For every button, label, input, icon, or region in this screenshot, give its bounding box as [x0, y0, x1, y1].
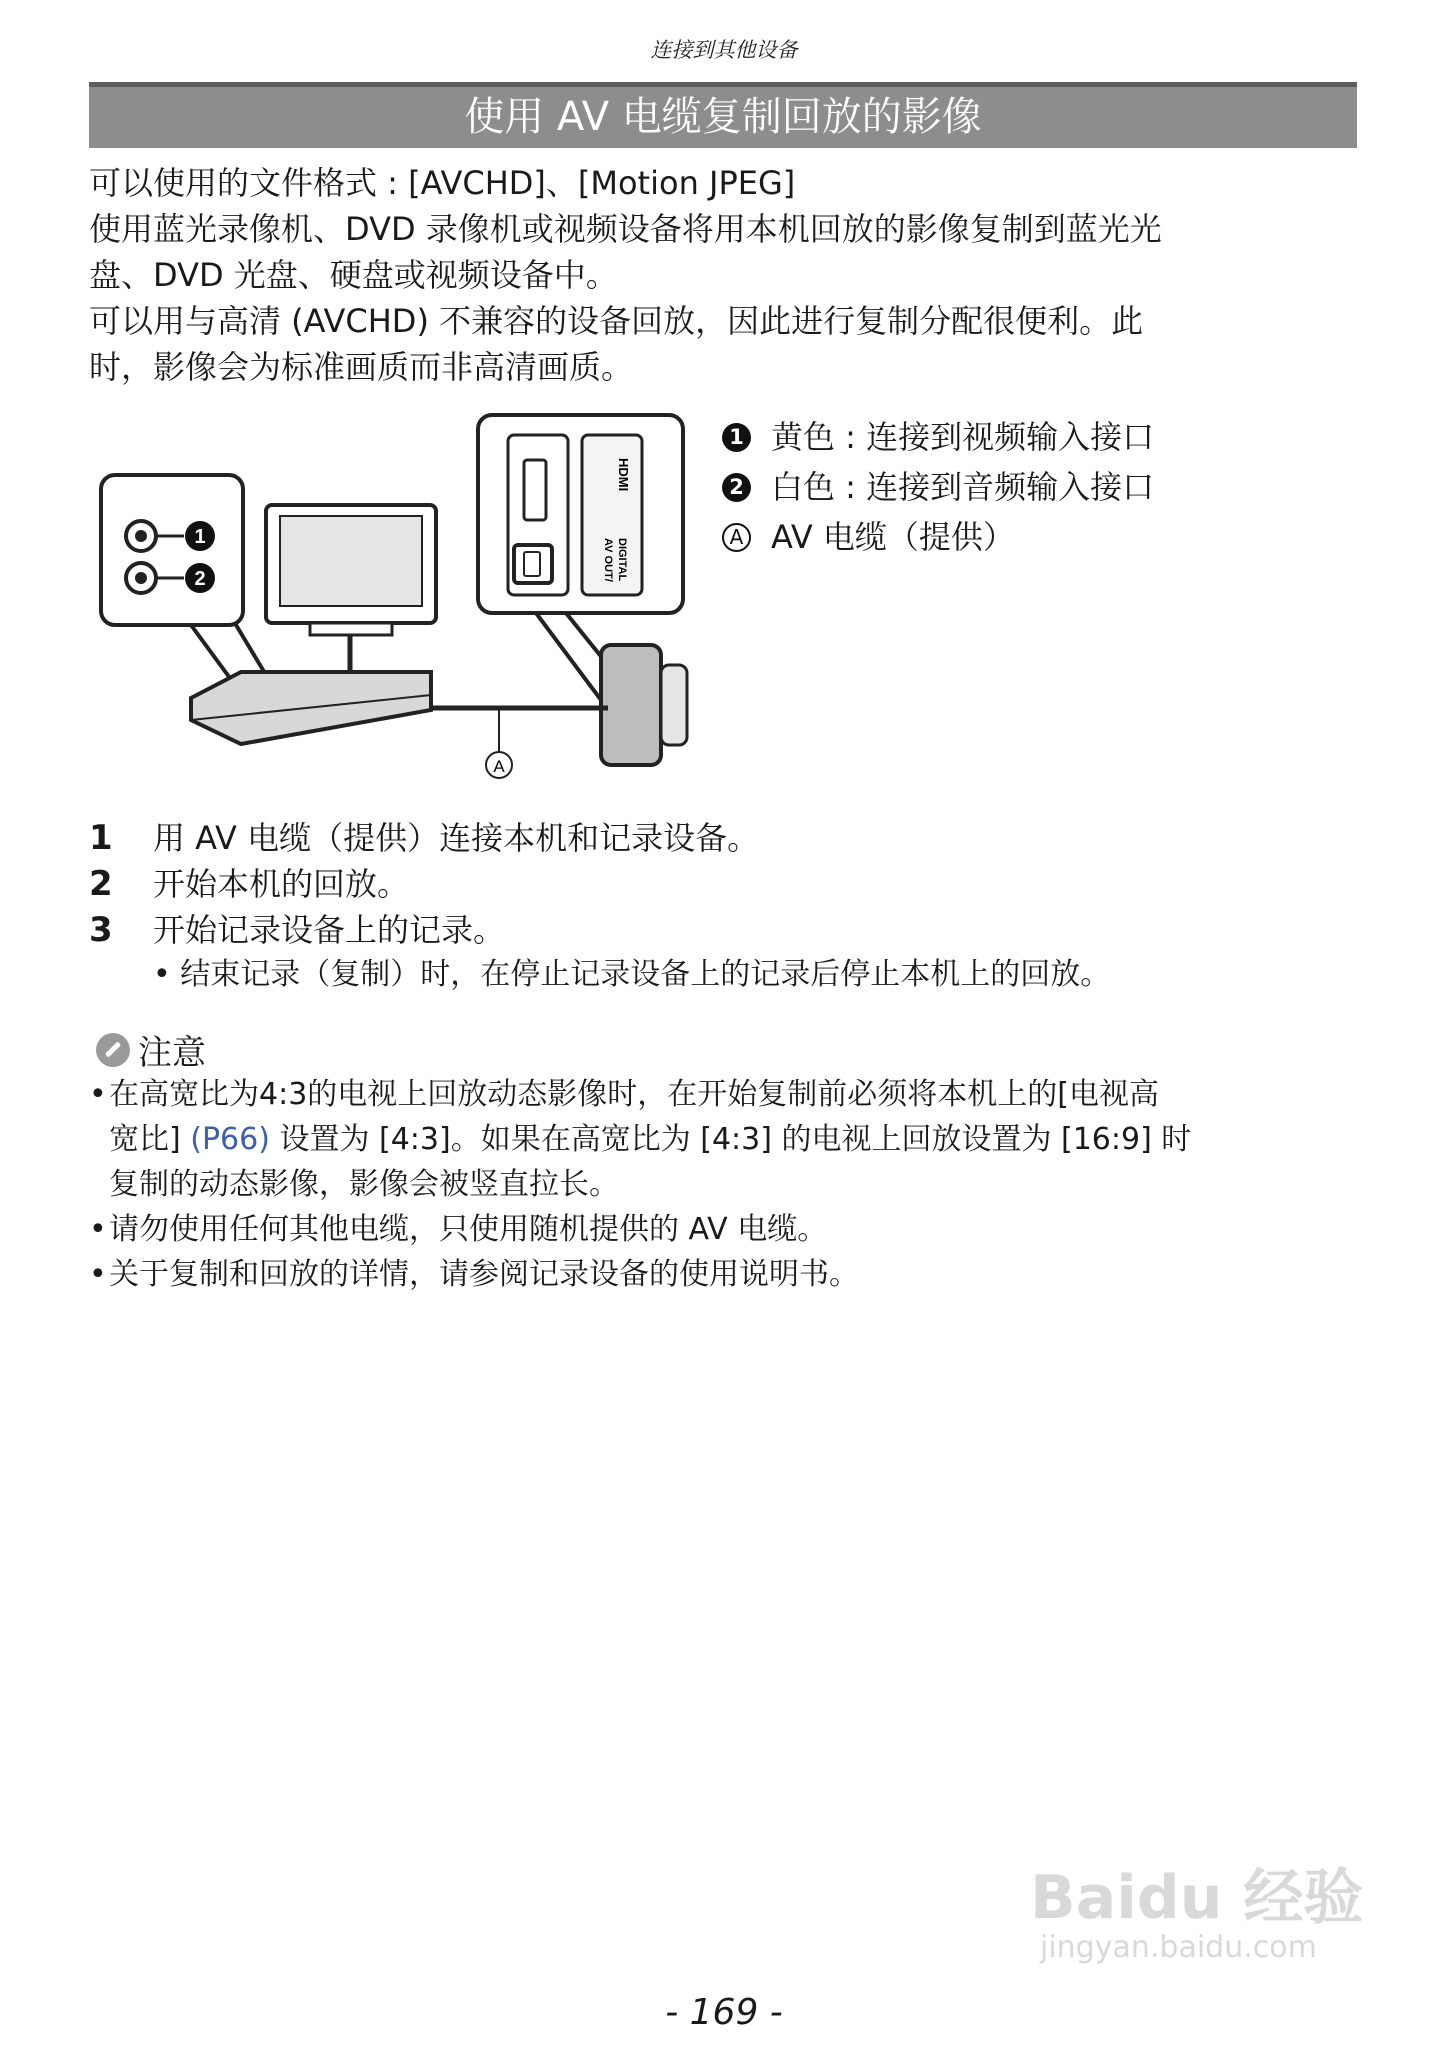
intro-line: 可以用与高清 (AVCHD) 不兼容的设备回放，因此进行复制分配很便利。此: [89, 302, 1144, 340]
title-bar: [89, 82, 1357, 148]
intro-line: 使用蓝光录像机、DVD 录像机或视频设备将用本机回放的影像复制到蓝光光: [89, 210, 1162, 248]
pencil-note-icon: [96, 1033, 130, 1067]
legend-marker: A: [722, 523, 751, 552]
intro-line: 盘、DVD 光盘、硬盘或视频设备中。: [89, 256, 618, 294]
page-title: 使用 AV 电缆复制回放的影像: [464, 94, 982, 140]
note-text: 关于复制和回放的详情，请参阅记录设备的使用说明书。: [109, 1257, 859, 1292]
step-text: 开始本机的回放。: [153, 865, 410, 903]
note-text: 请勿使用任何其他电缆，只使用随机提供的 AV 电缆。: [109, 1212, 828, 1247]
step-subnote: • 结束记录（复制）时，在停止记录设备上的记录后停止本机上的回放。: [153, 957, 1111, 992]
legend-text: 黄色 : 连接到视频输入接口: [771, 418, 1155, 456]
step-item: [89, 861, 1357, 907]
bullet-icon: •: [89, 1077, 107, 1112]
watermark-brand: Baidu 经验: [1030, 1863, 1364, 1933]
note-text: 宽比]: [109, 1122, 191, 1157]
intro-text: [89, 160, 1357, 390]
note-text: 设置为 [4:3]。如果在高宽比为 [4:3] 的电视上回放设置为 [16:9] 时: [269, 1122, 1192, 1157]
intro-line: 可以使用的文件格式 : [AVCHD]、[Motion JPEG]: [89, 164, 796, 202]
step-number: 1: [89, 818, 113, 858]
hdmi-label: HDMI: [616, 458, 631, 492]
legend-marker: 2: [722, 473, 751, 502]
legend-text: AV 电缆（提供）: [771, 518, 1015, 556]
legend-item: [722, 462, 1154, 512]
note-heading: [96, 1025, 206, 1074]
section-header: 连接到其他设备: [650, 38, 798, 62]
step-item: [89, 815, 1357, 861]
legend-text: 白色 : 连接到音频输入接口: [771, 468, 1155, 506]
note-item: [89, 1252, 1365, 1297]
note-line: 在高宽比为4:3的电视上回放动态影像时，在开始复制前必须将本机上的[电视高: [109, 1077, 1159, 1112]
bullet-icon: •: [89, 1212, 107, 1247]
tv-illustration: [266, 505, 436, 672]
intro-line: 时，影像会为标准画质而非高清画质。: [89, 348, 634, 386]
note-line: [109, 1117, 1191, 1162]
recorder-illustration: [191, 672, 431, 744]
step-text: 用 AV 电缆（提供）连接本机和记录设备。: [153, 819, 760, 857]
step-item: [89, 907, 1357, 953]
watermark-url: jingyan.baidu.com: [1040, 1930, 1317, 1965]
digital-label: DIGITAL: [616, 538, 628, 582]
av-out-label: AV OUT/: [602, 538, 614, 582]
legend-item: [722, 512, 1154, 562]
legend-item: [722, 412, 1154, 462]
av-cable: [431, 708, 608, 778]
note-line: 复制的动态影像，影像会被竖直拉长。: [109, 1167, 619, 1202]
legend-marker: 1: [722, 423, 751, 452]
legend: [722, 412, 1154, 562]
jack-callout: [101, 475, 266, 700]
note-item: [89, 1207, 1365, 1252]
camera-illustration: [601, 645, 687, 765]
note-item: [89, 1072, 1365, 1207]
steps-list: [89, 815, 1357, 997]
notes-list: [89, 1072, 1365, 1297]
step-number: 2: [89, 864, 113, 904]
page-reference-link[interactable]: (P66): [190, 1122, 270, 1157]
step-number: 3: [89, 910, 113, 950]
cable-marker: A: [493, 757, 505, 776]
bullet-icon: •: [89, 1257, 107, 1292]
jack1-marker: 1: [194, 526, 206, 548]
connection-diagram: [96, 410, 696, 790]
step-text: 开始记录设备上的记录。: [153, 911, 506, 949]
page-number: - 169 -: [665, 1992, 783, 2033]
note-title: 注意: [138, 1033, 206, 1073]
jack2-marker: 2: [194, 568, 206, 590]
